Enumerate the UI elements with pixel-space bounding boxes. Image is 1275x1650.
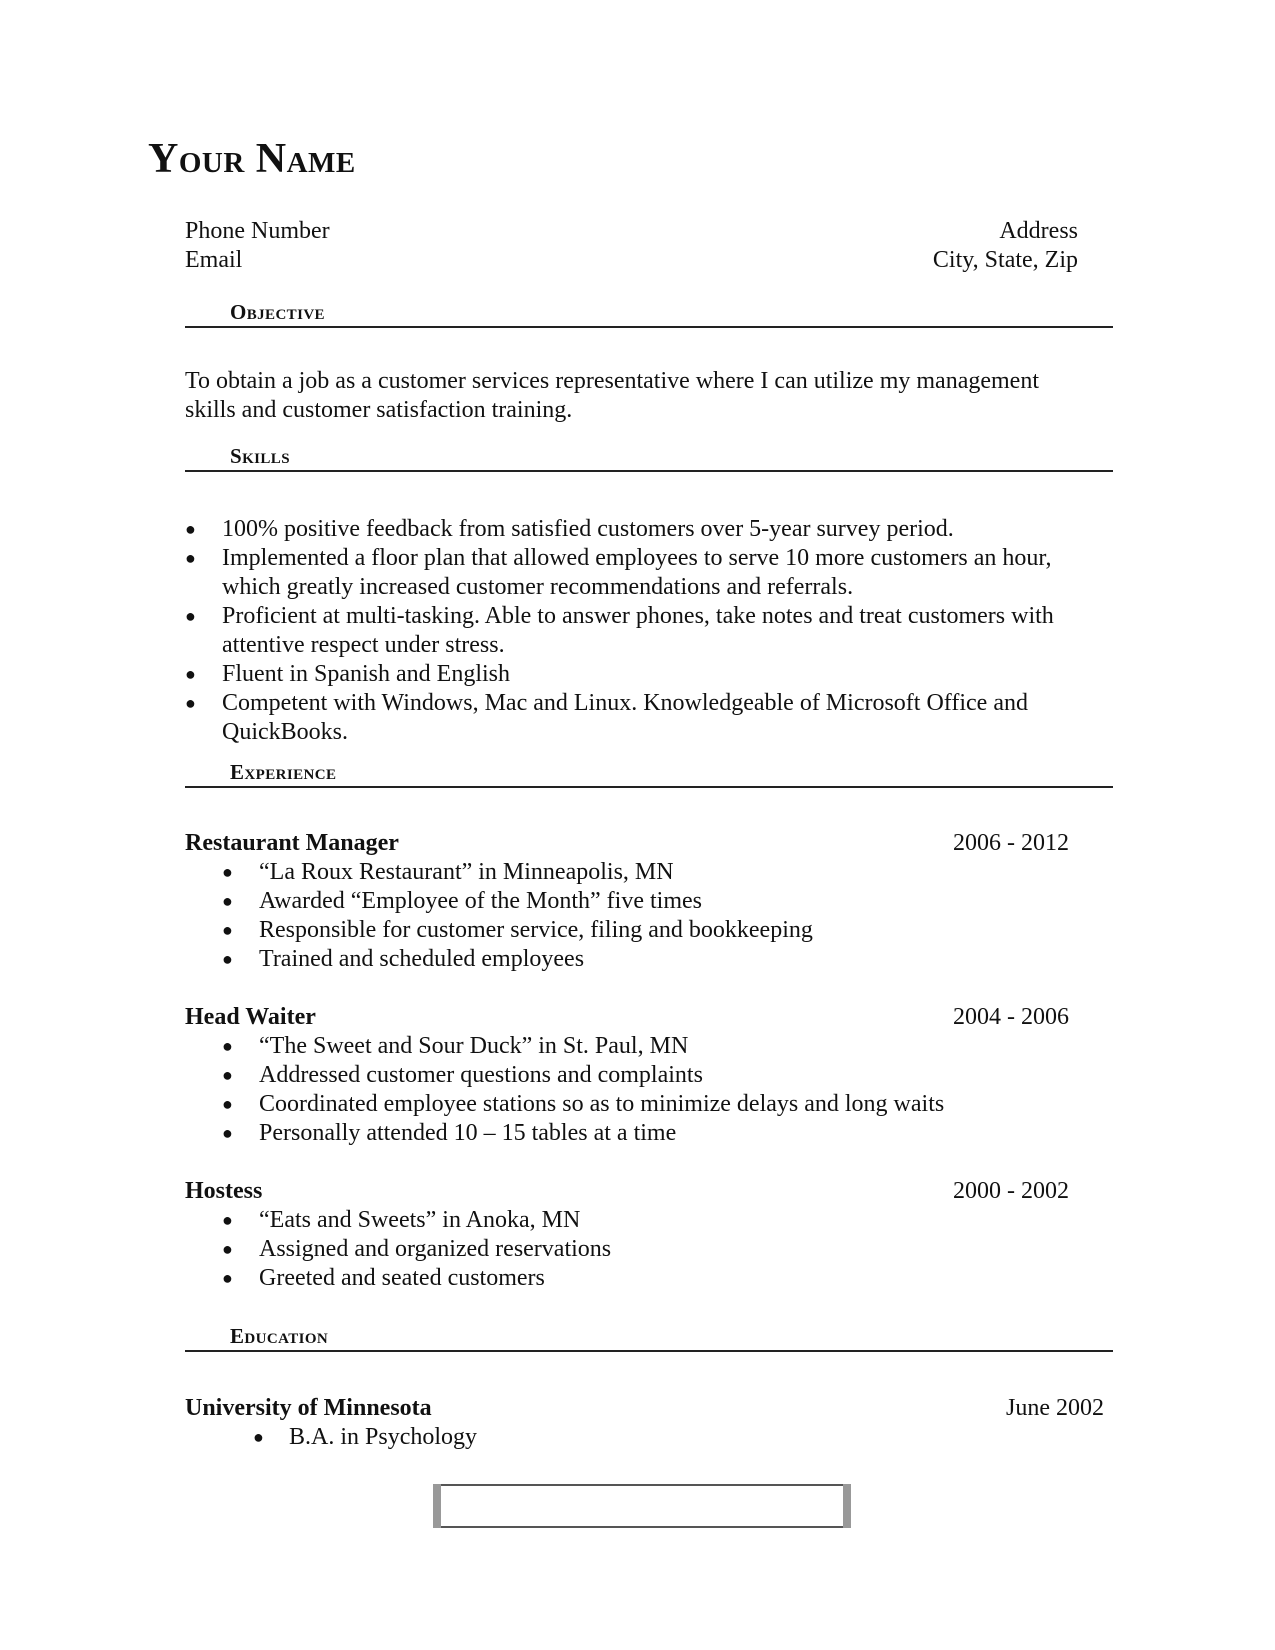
- bullet-icon: ●: [222, 1094, 233, 1114]
- bullet-icon: ●: [185, 548, 196, 568]
- bullet-icon: ●: [222, 1123, 233, 1143]
- list-item: ● Greeted and seated customers: [222, 1265, 545, 1291]
- bullet-icon: ●: [222, 1036, 233, 1056]
- list-item: ● “Eats and Sweets” in Anoka, MN: [222, 1207, 581, 1233]
- footer-box: [433, 1484, 851, 1528]
- skills-heading: [185, 442, 1113, 472]
- education-heading-label: Education: [230, 1324, 329, 1348]
- contact-right: [933, 217, 1078, 275]
- job-dates: 2006 - 2012: [953, 830, 1069, 856]
- job-details: [185, 1206, 1069, 1293]
- address: Address: [999, 218, 1078, 244]
- list-item: ● Competent with Windows, Mac and Linux. Knowledgeable of Microsoft Office and QuickBooks.: [185, 690, 1028, 745]
- bullet-icon: ●: [222, 949, 233, 969]
- bullet-icon: ●: [185, 519, 196, 539]
- objective-heading: [185, 298, 1113, 328]
- bullet-icon: ●: [222, 1065, 233, 1085]
- bullet-icon: ●: [222, 1268, 233, 1288]
- list-item: ● Awarded “Employee of the Month” five times: [222, 888, 702, 914]
- job-dates: 2000 - 2002: [953, 1178, 1069, 1204]
- bullet-icon: ●: [185, 606, 196, 626]
- contact-left: [185, 217, 330, 275]
- degree-list: [185, 1423, 1104, 1452]
- bullet-icon: ●: [222, 1210, 233, 1230]
- job-title: Head Waiter: [185, 1004, 316, 1030]
- bullet-icon: ●: [222, 1239, 233, 1259]
- list-item: ● Proficient at multi-tasking. Able to answer phones, take notes and treat customers with attentive respect under stress.: [185, 603, 1054, 658]
- list-item: ● Addressed customer questions and complaints: [222, 1062, 703, 1088]
- footer-box-left-cap: [433, 1484, 441, 1528]
- job-details: [185, 1032, 1069, 1148]
- objective-heading-label: Objective: [230, 300, 325, 324]
- skills-list: [185, 515, 1095, 747]
- experience-heading-label: Experience: [230, 760, 337, 784]
- bullet-icon: ●: [222, 862, 233, 882]
- graduation-date: June 2002: [1006, 1395, 1104, 1421]
- list-item: ● “La Roux Restaurant” in Minneapolis, MN: [222, 859, 674, 885]
- job-entry: [185, 829, 1069, 974]
- list-item: ● Responsible for customer service, filing and bookkeeping: [222, 917, 813, 943]
- list-item: ● Coordinated employee stations so as to minimize delays and long waits: [222, 1091, 945, 1117]
- list-item: ● Personally attended 10 – 15 tables at a time: [222, 1120, 677, 1146]
- list-item: ● Assigned and organized reservations: [222, 1236, 612, 1262]
- list-item: ● 100% positive feedback from satisfied customers over 5-year survey period.: [185, 516, 954, 542]
- candidate-name: Your Name: [148, 136, 356, 182]
- bullet-icon: ●: [222, 920, 233, 940]
- list-item: ● Trained and scheduled employees: [222, 946, 585, 972]
- skills-heading-label: Skills: [230, 444, 290, 468]
- bullet-icon: ●: [253, 1427, 264, 1447]
- job-title: Hostess: [185, 1178, 263, 1204]
- job-title: Restaurant Manager: [185, 830, 399, 856]
- list-item: ● Fluent in Spanish and English: [185, 661, 510, 687]
- job-entry: [185, 1177, 1069, 1293]
- list-item: ● “The Sweet and Sour Duck” in St. Paul, MN: [222, 1033, 689, 1059]
- education-heading: [185, 1322, 1113, 1352]
- city-state-zip: City, State, Zip: [932, 247, 1078, 273]
- education-entry: [185, 1394, 1104, 1452]
- phone-number: Phone Number: [185, 218, 330, 244]
- bullet-icon: ●: [222, 891, 233, 911]
- job-details: [185, 858, 1069, 974]
- objective-text: To obtain a job as a customer services representative where I can utilize my management skills and customer satisfaction training.: [185, 368, 1039, 423]
- bullet-icon: ●: [185, 664, 196, 684]
- footer-box-right-cap: [843, 1484, 851, 1528]
- list-item: ● B.A. in Psychology: [253, 1424, 478, 1450]
- experience-heading: [185, 758, 1113, 788]
- bullet-icon: ●: [185, 693, 196, 713]
- school-name: University of Minnesota: [185, 1395, 432, 1421]
- email: Email: [185, 247, 243, 273]
- job-dates: 2004 - 2006: [953, 1004, 1069, 1030]
- list-item: ● Implemented a floor plan that allowed employees to serve 10 more customers an hour, which greatly increased customer recommendations and referrals.: [185, 545, 1052, 600]
- job-entry: [185, 1003, 1069, 1148]
